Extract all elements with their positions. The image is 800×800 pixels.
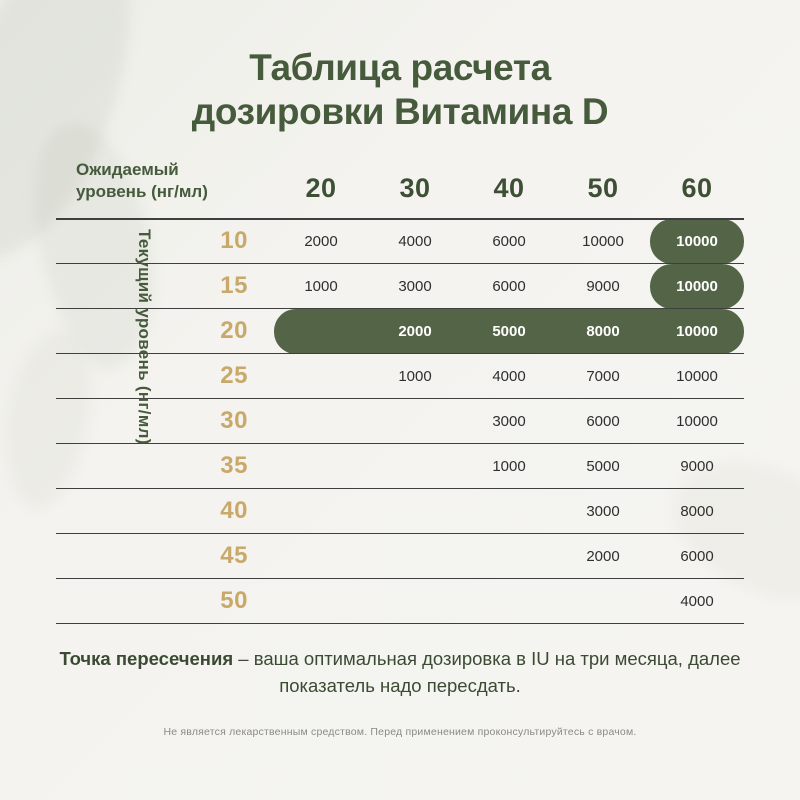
dosage-table [56,159,744,624]
title-line-2: дозировки Витамина D [191,90,609,132]
column-header-40: 40 [462,159,556,218]
row-axis-label: Текущий уровень (нг/мл) [135,229,154,446]
cell-35-30 [368,444,462,489]
cell-20-50: 8000 [556,309,650,354]
cell-25-20 [274,354,368,399]
cell-30-40: 3000 [462,399,556,444]
column-axis-caption [56,159,274,218]
cell-50-20 [274,579,368,624]
table-row [56,444,744,489]
column-header-30: 30 [368,159,462,218]
cell-20-20 [274,309,368,354]
cell-20-30: 2000 [368,309,462,354]
cell-50-50 [556,579,650,624]
cell-30-50: 6000 [556,399,650,444]
cell-15-20: 1000 [274,264,368,309]
title-line-1: Таблица расчета [249,47,551,88]
cell-20-60: 10000 [650,309,744,354]
disclaimer: Не является лекарственным средством. Перед применением проконсультируйтесь с врачом. [163,725,637,738]
row-header-50: 50 [56,579,274,624]
cell-25-40: 4000 [462,354,556,399]
table-row [56,489,744,534]
column-header-20: 20 [274,159,368,218]
cell-30-30 [368,399,462,444]
cell-25-30: 1000 [368,354,462,399]
cell-10-50: 10000 [556,219,650,264]
dosage-table-wrap [56,159,744,624]
page-title [56,0,744,133]
cell-15-60: 10000 [650,264,744,309]
cell-10-30: 4000 [368,219,462,264]
cell-15-40: 6000 [462,264,556,309]
cell-50-60: 4000 [650,579,744,624]
cell-35-60: 9000 [650,444,744,489]
cell-25-60: 10000 [650,354,744,399]
cell-15-50: 9000 [556,264,650,309]
cell-45-60: 6000 [650,534,744,579]
table-row [56,579,744,624]
cell-45-30 [368,534,462,579]
table-row [56,309,744,354]
table-row [56,354,744,399]
footnote-bold: Точка пересечения [59,648,234,669]
cell-15-30: 3000 [368,264,462,309]
row-header-40: 40 [56,489,274,534]
row-header-35: 35 [56,444,274,489]
table-row [56,399,744,444]
cell-40-40 [462,489,556,534]
row-header-25: 25 [56,354,274,399]
table-row [56,264,744,309]
cell-45-40 [462,534,556,579]
table-row [56,219,744,264]
cell-10-60: 10000 [650,219,744,264]
cell-10-20: 2000 [274,219,368,264]
table-header-row [56,159,744,218]
column-axis-label-line2: уровень (нг/мл) [76,182,208,202]
cell-40-50: 3000 [556,489,650,534]
cell-35-20 [274,444,368,489]
column-header-60: 60 [650,159,744,218]
column-header-50: 50 [556,159,650,218]
table-body [56,219,744,624]
cell-50-40 [462,579,556,624]
cell-45-20 [274,534,368,579]
cell-35-50: 5000 [556,444,650,489]
row-header-20: 20 [56,309,274,354]
cell-20-40: 5000 [462,309,556,354]
table-row [56,534,744,579]
row-header-10: 10 [56,219,274,264]
row-header-45: 45 [56,534,274,579]
cell-50-30 [368,579,462,624]
cell-10-40: 6000 [462,219,556,264]
cell-30-60: 10000 [650,399,744,444]
cell-30-20 [274,399,368,444]
cell-40-60: 8000 [650,489,744,534]
cell-40-20 [274,489,368,534]
footnote [56,646,744,700]
row-header-15: 15 [56,264,274,309]
cell-25-50: 7000 [556,354,650,399]
cell-45-50: 2000 [556,534,650,579]
column-axis-label-line1: Ожидаемый [76,160,179,180]
cell-35-40: 1000 [462,444,556,489]
cell-40-30 [368,489,462,534]
footnote-rest: – ваша оптимальная дозировка в IU на три месяца, далее показатель надо пересдать. [233,648,741,696]
row-header-30: 30 [56,399,274,444]
